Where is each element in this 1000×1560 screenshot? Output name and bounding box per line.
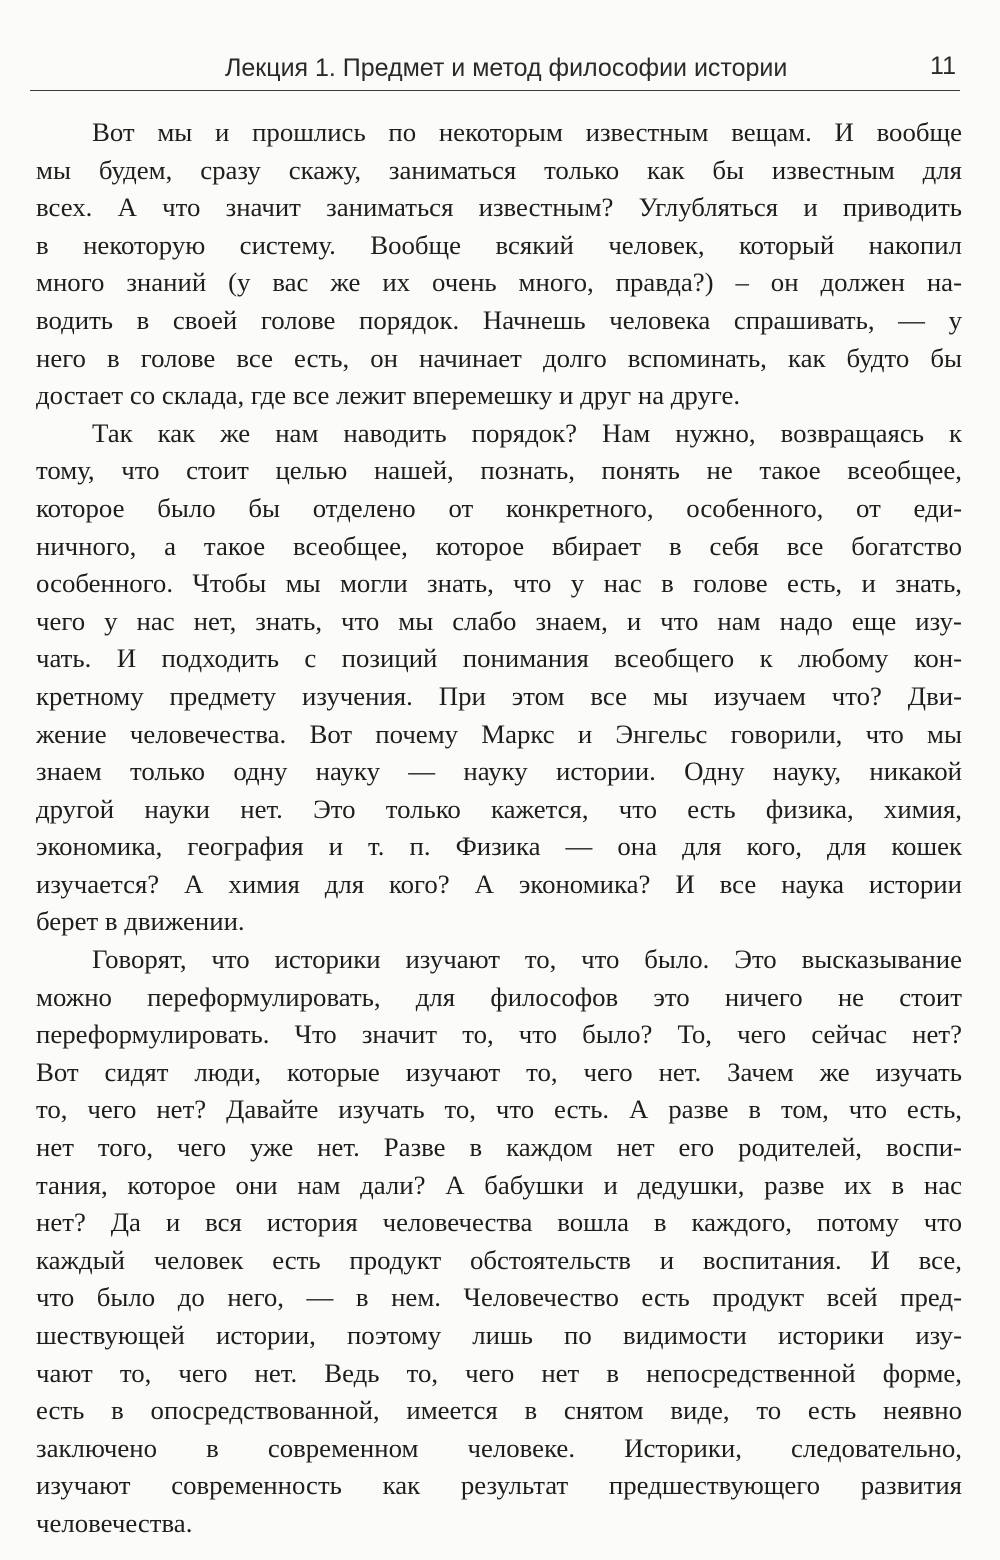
text-line: переформулировать. Что значит то, что было? То, чего сейчас нет?	[36, 1019, 962, 1050]
text-line: знаем только одну науку — науку истории. Одну науку, никакой	[36, 756, 962, 787]
text-line: изучается? А химия для кого? А экономика? И все наука истории	[36, 868, 962, 899]
text-line: чать. И подходить с позиций понимания всеобщего к любому кон-	[36, 643, 962, 674]
header-rule	[30, 90, 960, 91]
text-line: заключено в современном человеке. Историки, следовательно,	[36, 1432, 962, 1463]
text-line: кретному предмету изучения. При этом все мы изучаем что? Дви-	[36, 680, 962, 711]
text-line: берет в движении.	[36, 906, 245, 937]
text-line: Вот мы и прошлись по некоторым известным вещам. И вообще	[92, 117, 962, 147]
text-line: водить в своей голове порядок. Начнешь человека спрашивать, — у	[36, 304, 962, 335]
paragraph	[36, 941, 962, 1543]
text-line: него в голове все есть, он начинает долго вспоминать, как будто бы	[36, 342, 962, 373]
text-line: которое было бы отделено от конкретного, особенного, от еди-	[36, 492, 962, 523]
running-header	[30, 50, 960, 88]
paragraph	[36, 114, 962, 415]
page-number: 11	[930, 52, 956, 80]
text-line: нет того, чего уже нет. Разве в каждом нет его родителей, воспи-	[36, 1132, 962, 1163]
text-line: экономика, география и т. п. Физика — она для кого, для кошек	[36, 831, 962, 862]
text-line: тания, которое они нам дали? А бабушки и дедушки, разве их в нас	[36, 1169, 962, 1200]
text-line: Вот сидят люди, которые изучают то, чего нет. Зачем же изучать	[36, 1056, 962, 1087]
text-line: шествующей истории, поэтому лишь по видимости историки изу-	[36, 1320, 962, 1350]
text-line: есть в опосредствованной, имеется в снятом виде, то есть неявно	[36, 1395, 962, 1426]
text-line: человечества.	[36, 1507, 193, 1538]
text-line: Говорят, что историки изучают то, что было. Это высказывание	[92, 944, 962, 975]
text-line: в некоторую систему. Вообще всякий человек, который накопил	[36, 229, 962, 260]
text-line: нет? Да и вся история человечества вошла в каждого, потому что	[36, 1207, 962, 1238]
text-line: чают то, чего нет. Ведь то, чего нет в непосредственной форме,	[36, 1357, 962, 1388]
text-line: то, чего нет? Давайте изучать то, что есть. А разве в том, что есть,	[36, 1094, 962, 1125]
text-line: что было до него, — в нем. Человечество есть продукт всей пред-	[36, 1282, 962, 1313]
paragraph	[36, 415, 962, 941]
text-line: всех. А что значит заниматься известным? Углубляться и приводить	[36, 192, 962, 223]
text-line: другой науки нет. Это только кажется, что есть физика, химия,	[36, 793, 962, 824]
text-line: много знаний (у вас же их очень много, правда?) – он должен на-	[36, 267, 962, 298]
body-text	[36, 114, 962, 1543]
text-line: можно переформулировать, для философов это ничего не стоит	[36, 981, 962, 1012]
text-line: тому, что стоит целью нашей, познать, понять не такое всеобщее,	[36, 455, 962, 486]
header-title: Лекция 1. Предмет и метод философии истории	[225, 54, 788, 82]
text-line: жение человечества. Вот почему Маркс и Энгельс говорили, что мы	[36, 718, 962, 749]
text-line: особенного. Чтобы мы могли знать, что у нас в голове есть, и знать,	[36, 568, 962, 599]
text-line: изучают современность как результат предшествующего развития	[36, 1470, 962, 1501]
text-line: каждый человек есть продукт обстоятельств и воспитания. И все,	[36, 1244, 962, 1275]
text-line: мы будем, сразу скажу, заниматься только как бы известным для	[36, 154, 962, 185]
text-line: достает со склада, где все лежит вперемешку и друг на друге.	[36, 380, 741, 411]
text-line: ничного, а такое всеобщее, которое вбирает в себя все богатство	[36, 530, 962, 561]
text-line: Так как же нам наводить порядок? Нам нужно, возвращаясь к	[92, 417, 962, 448]
text-line: чего у нас нет, знать, что мы слабо знаем, и что нам надо еще изу-	[36, 605, 962, 636]
